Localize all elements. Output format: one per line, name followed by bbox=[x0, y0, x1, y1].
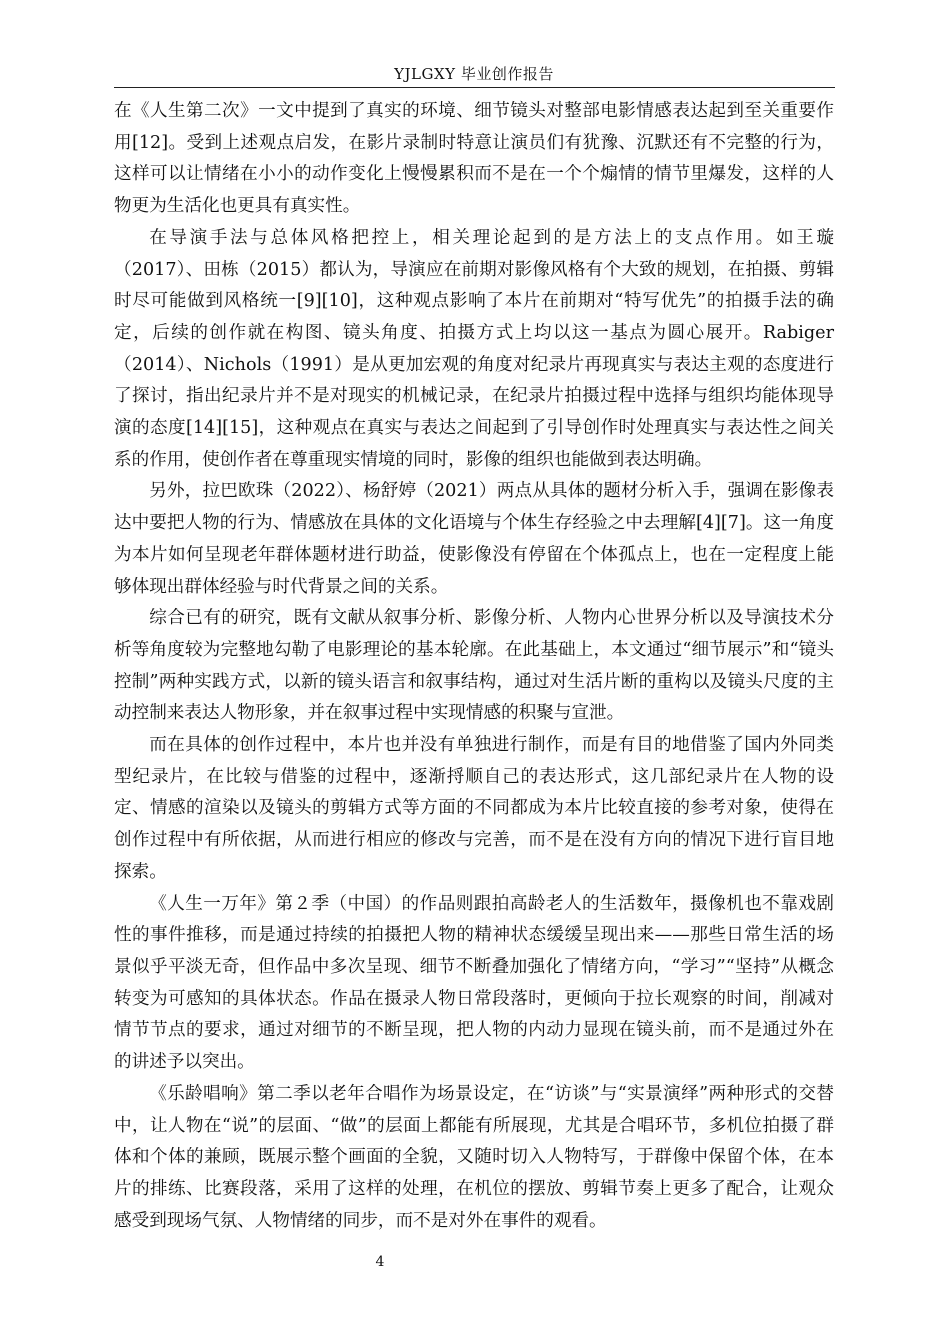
paragraph: 在导演手法与总体风格把控上，相关理论起到的是方法上的支点作用。如王璇（2017）、田栋（2015）都认为，导演应在前期对影像风格有个大致的规划，在拍摄、剪辑时尽可能做到风格统一[9][10]，这种观点影响了本片在前期对“特写优先”的拍摄手法的确定，后续的创作就在构图、镜头角度、拍摄方式上均以这一基点为圆心展开。Rabiger（2014）、Nichols（1991）是从更加宏观的角度对纪录片再现真实与表达主观的态度进行了探讨，指出纪录片并不是对现实的机械记录，在纪录片拍摄过程中选择与组织均能体现导演的态度[14][15]，这种观点在真实与表达之间起到了引导创作时处理真实与表达性之间关系的作用，使创作者在尊重现实情境的同时，影像的组织也能做到表达明确。 bbox=[114, 227, 834, 470]
paragraph: 另外，拉巴欧珠（2022）、杨舒婷（2021）两点从具体的题材分析入手，强调在影像表达中要把人物的行为、情感放在具体的文化语境与个体生存经验之中去理解[4][7]。这一角度为本片如何呈现老年群体题材进行助益，使影像没有停留在个体孤点上，也在一定程度上能够体现出群体经验与时代背景之间的关系。 bbox=[114, 481, 834, 597]
paragraph: 而在具体的创作过程中，本片也并没有单独进行制作，而是有目的地借鉴了国内外同类型纪录片，在比较与借鉴的过程中，逐渐捋顺自己的表达形式，这几部纪录片在人物的设定、情感的渲染以及镜头的剪辑方式等方面的不同都成为本片比较直接的参考对象，使得在创作过程中有所依据，从而进行相应的修改与完善，而不是在没有方向的情况下进行盲目地探索。 bbox=[114, 735, 834, 882]
header-rule bbox=[114, 87, 835, 88]
paragraph: 《乐龄唱响》第二季以老年合唱作为场景设定，在“访谈”与“实景演绎”两种形式的交替中，让人物在“说”的层面、“做”的层面上都能有所展现，尤其是合唱环节，多机位拍摄了群体和个体的兼顾，既展示整个画面的全貌，又随时切入人物特写，于群像中保留个体，在本片的排练、比赛段落，采用了这样的处理，在机位的摆放、剪辑节奏上更多了配合，让观众感受到现场气氛、人物情绪的同步，而不是对外在事件的观看。 bbox=[114, 1083, 834, 1231]
paragraph: 《人生一万年》第２季（中国）的作品则跟拍高龄老人的生活数年，摄像机也不靠戏剧性的事件推移，而是通过持续的拍摄把人物的精神状态缓缓呈现出来——那些日常生活的场景似乎平淡无奇，但作品中多次呈现、细节不断叠加强化了情绪方向，“学习”“坚持”从概念转变为可感知的具体状态。作品在摄录人物日常段落时，更倾向于拉长观察的时间，削减对情节节点的要求，通过对细节的不断呈现，把人物的内动力显现在镜头前，而不是通过外在的讲述予以突出。 bbox=[114, 893, 834, 1073]
body-text bbox=[114, 96, 834, 1237]
running-header: YJLGXY 毕业创作报告 bbox=[394, 65, 554, 83]
paragraph-continuation: 在《人生第二次》一文中提到了真实的环境、细节镜头对整部电影情感表达起到至关重要作用[12]。受到上述观点启发，在影片录制时特意让演员们有犹豫、沉默还有不完整的行为，这样可以让情绪在小小的动作变化上慢慢累积而不是在一个个煽情的情节里爆发，这样的人物更为生活化也更具有真实性。 bbox=[114, 101, 834, 217]
page-number: 4 bbox=[375, 1254, 385, 1270]
paragraph: 综合已有的研究，既有文献从叙事分析、影像分析、人物内心世界分析以及导演技术分析等角度较为完整地勾勒了电影理论的基本轮廓。在此基础上，本文通过“细节展示”和“镜头控制”两种实践方式，以新的镜头语言和叙事结构，通过对生活片断的重构以及镜头尺度的主动控制来表达人物形象，并在叙事过程中实现情感的积聚与宣泄。 bbox=[114, 608, 834, 724]
